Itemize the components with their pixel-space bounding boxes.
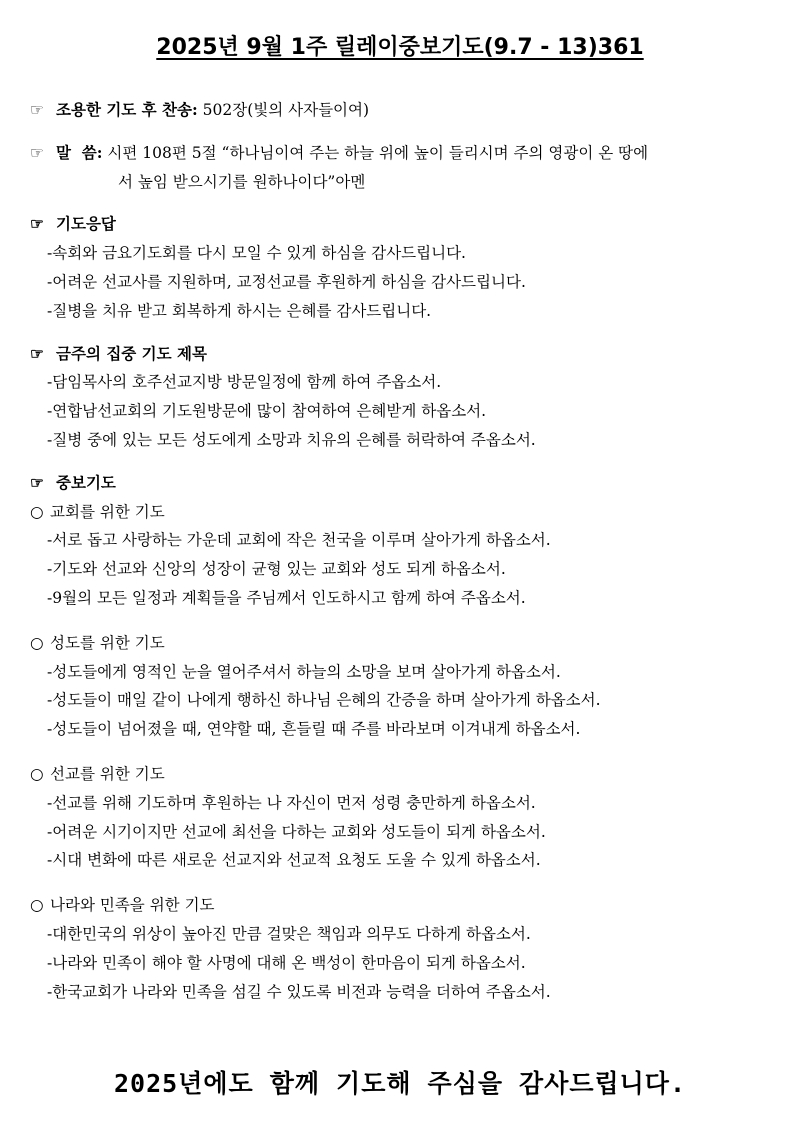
list-item: -담임목사의 호주선교지방 방문일정에 함께 하여 주옵소서. xyxy=(47,373,442,392)
list-item: -나라와 민족이 해야 할 사명에 대해 온 백성이 한마음이 되게 하옵소서. xyxy=(47,953,526,972)
pointing-hand-icon: ☞ xyxy=(30,143,44,162)
closing-message: 2025년에도 함께 기도해 주심을 감사드립니다. xyxy=(113,1069,686,1098)
list-item: -기도와 선교와 신앙의 성장이 균형 있는 교회와 성도 되게 하옵소서. xyxy=(47,560,506,579)
circle-icon: ○ xyxy=(30,633,44,652)
pointing-hand-icon: ☞ xyxy=(30,343,44,363)
hymn-label: 조용한 기도 후 찬송: xyxy=(56,100,198,119)
list-item: -대한민국의 위상이 높아진 만큼 걸맞은 책임과 의무도 다하게 하옵소서. xyxy=(47,924,531,943)
section-title-nation: ○ 나라와 민족을 위한 기도 xyxy=(30,891,775,920)
pointing-hand-icon: ☞ xyxy=(30,101,44,119)
list-item: -서로 돕고 사랑하는 가운데 교회에 작은 천국을 이루며 살아가게 하옵소서. xyxy=(47,531,551,550)
pointing-hand-icon: ☞ xyxy=(30,472,44,492)
word-text-line2: 서 높임 받으시기를 원하나이다”아멘 xyxy=(118,172,366,191)
list-item: -어려운 선교사를 지원하며, 교정선교를 후원하게 하심을 감사드립니다. xyxy=(47,272,526,291)
hymn-line xyxy=(30,96,775,125)
list-item: -질병을 치유 받고 회복하게 하시는 은혜를 감사드립니다. xyxy=(47,301,432,320)
list-item: -한국교회가 나라와 민족을 섬길 수 있도록 비전과 능력을 더하여 주옵소서. xyxy=(47,982,551,1001)
circle-icon: ○ xyxy=(30,896,44,915)
list-item: -속회와 금요기도회를 다시 모일 수 있게 하심을 감사드립니다. xyxy=(47,244,466,263)
document-title: 2025년 9월 1주 릴레이중보기도(9.7 - 13)361 xyxy=(156,35,644,60)
section-title-church: ○ 교회를 위한 기도 xyxy=(30,498,775,527)
answers-heading: ☞ 기도응답 xyxy=(30,210,775,239)
document-body xyxy=(30,96,775,1006)
word-line xyxy=(30,139,775,168)
list-item: -성도들이 넘어졌을 때, 연약할 때, 흔들릴 때 주를 바라보며 이겨내게 하옵소서. xyxy=(47,720,581,739)
intercession-heading: ☞ 중보기도 xyxy=(30,469,775,498)
word-label: 말 씀: xyxy=(56,142,103,162)
circle-icon: ○ xyxy=(30,764,44,783)
section-title-saints: ○ 성도를 위한 기도 xyxy=(30,629,775,658)
pointing-hand-icon: ☞ xyxy=(30,214,44,234)
list-item: -연합남선교회의 기도원방문에 많이 참여하여 은혜받게 하옵소서. xyxy=(47,402,487,421)
list-item: -9월의 모든 일정과 계획들을 주님께서 인도하시고 함께 하여 주옵소서. xyxy=(47,588,526,607)
word-text-line1: 시편 108편 5절 “하나님이여 주는 하늘 위에 높이 들리시며 주의 영광이 온 땅에 xyxy=(107,143,649,162)
hymn-value: 502장(빛의 사자들이여) xyxy=(202,101,370,119)
list-item: -질병 중에 있는 모든 성도에게 소망과 치유의 은혜를 허락하여 주옵소서. xyxy=(47,430,536,449)
list-item: -어려운 시기이지만 선교에 최선을 다하는 교회와 성도들이 되게 하옵소서. xyxy=(47,822,546,841)
focus-heading: ☞ 금주의 집중 기도 제목 xyxy=(30,340,775,369)
circle-icon: ○ xyxy=(30,502,44,521)
list-item: -선교를 위해 기도하며 후원하는 나 자신이 먼저 성령 충만하게 하옵소서. xyxy=(47,793,536,812)
list-item: -성도들에게 영적인 눈을 열어주셔서 하늘의 소망을 보며 살아가게 하옵소서. xyxy=(47,662,561,681)
section-title-mission: ○ 선교를 위한 기도 xyxy=(30,760,775,789)
list-item: -성도들이 매일 같이 나에게 행하신 하나님 은혜의 간증을 하며 살아가게 하옵소서. xyxy=(47,691,601,710)
list-item: -시대 변화에 따른 새로운 선교지와 선교적 요청도 도울 수 있게 하옵소서. xyxy=(47,851,541,870)
